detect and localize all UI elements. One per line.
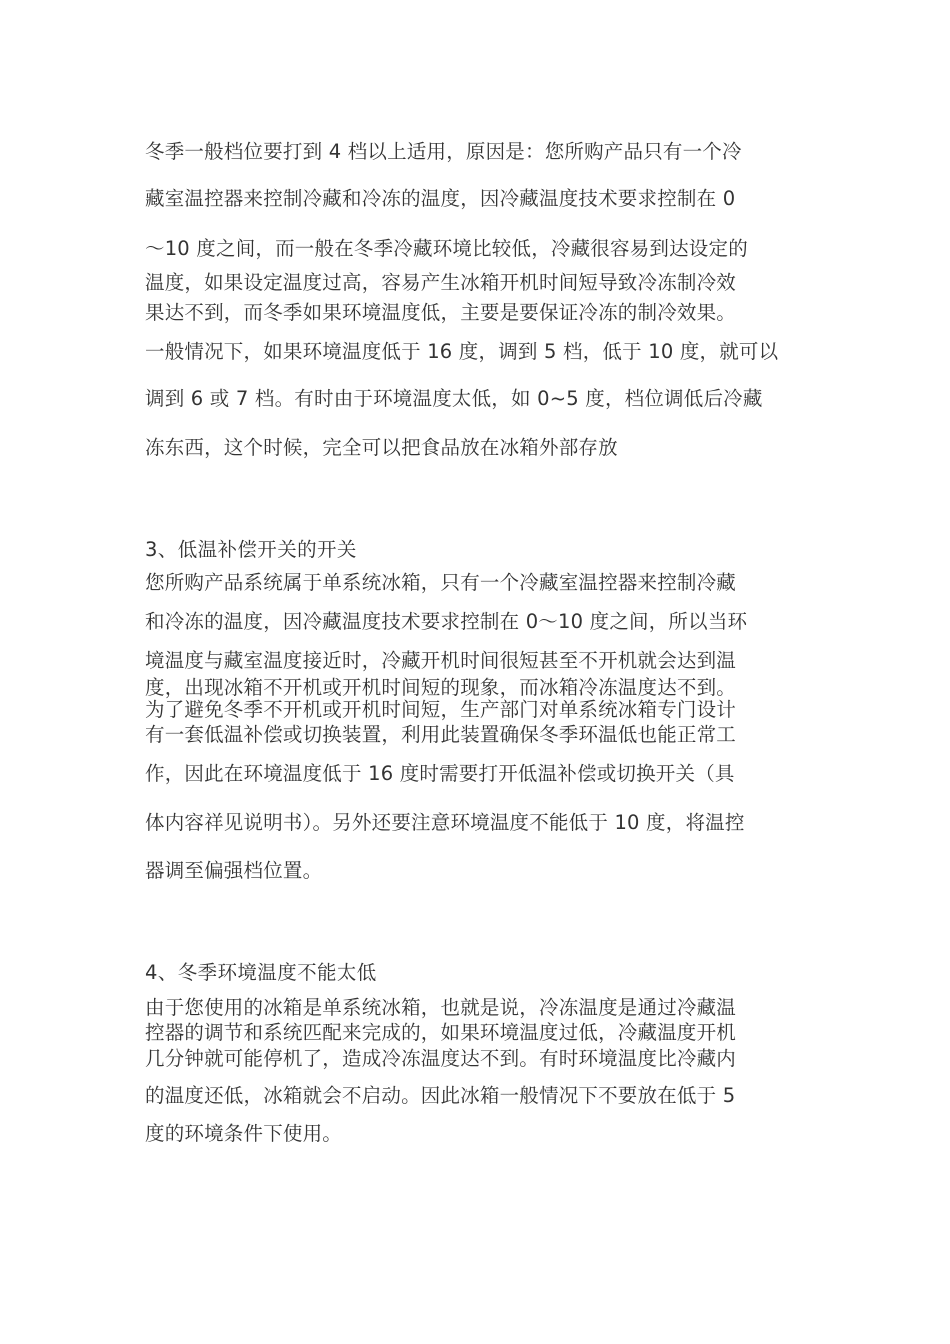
section-heading: 3、低温补偿开关的开关 [145,538,357,561]
paragraph-line: 冬季一般档位要打到 4 档以上适用，原因是：您所购产品只有一个冷 [145,140,742,163]
paragraph-line: 度的环境条件下使用。 [145,1122,343,1145]
paragraph-line: 的温度还低，冰箱就会不启动。因此冰箱一般情况下不要放在低于 5 [145,1084,736,1107]
paragraph-line: 控器的调节和系统匹配来完成的，如果环境温度过低，冷藏温度开机 [145,1021,737,1044]
paragraph-line: 果达不到，而冬季如果环境温度低，主要是要保证冷冻的制冷效果。 [145,301,737,324]
paragraph-line: 您所购产品系统属于单系统冰箱，只有一个冷藏室温控器来控制冷藏 [145,571,737,594]
paragraph-line: 调到 6 或 7 档。有时由于环境温度太低，如 0~5 度，档位调低后冷藏 [145,387,763,410]
paragraph-line: ～10 度之间，而一般在冬季冷藏环境比较低，冷藏很容易到达设定的 [145,237,748,260]
paragraph-line: 度，出现冰箱不开机或开机时间短的现象，而冰箱冷冻温度达不到。 [145,676,737,699]
paragraph-line: 作，因此在环境温度低于 16 度时需要打开低温补偿或切换开关（具 [145,762,735,785]
paragraph-line: 冻东西，这个时候，完全可以把食品放在冰箱外部存放 [145,436,618,459]
paragraph-line: 由于您使用的冰箱是单系统冰箱，也就是说，冷冻温度是通过冷藏温 [145,996,737,1019]
section-heading: 4、冬季环境温度不能太低 [145,961,377,984]
paragraph-line: 温度，如果设定温度过高，容易产生冰箱开机时间短导致冷冻制冷效 [145,271,737,294]
paragraph-line: 体内容祥见说明书）。另外还要注意环境温度不能低于 10 度，将温控 [145,811,745,834]
paragraph-line: 几分钟就可能停机了，造成冷冻温度达不到。有时环境温度比冷藏内 [145,1047,737,1070]
paragraph-line: 境温度与藏室温度接近时，冷藏开机时间很短甚至不开机就会达到温 [145,649,737,672]
paragraph-line: 藏室温控器来控制冷藏和冷冻的温度，因冷藏温度技术要求控制在 0 [145,187,736,210]
paragraph-line: 一般情况下，如果环境温度低于 16 度，调到 5 档，低于 10 度，就可以 [145,340,779,363]
paragraph-line: 为了避免冬季不开机或开机时间短，生产部门对单系统冰箱专门设计 [145,698,737,721]
paragraph-line: 器调至偏强档位置。 [145,859,323,882]
paragraph-line: 和冷冻的温度，因冷藏温度技术要求控制在 0～10 度之间，所以当环 [145,610,748,633]
paragraph-line: 有一套低温补偿或切换装置，利用此装置确保冬季环温低也能正常工 [145,723,737,746]
